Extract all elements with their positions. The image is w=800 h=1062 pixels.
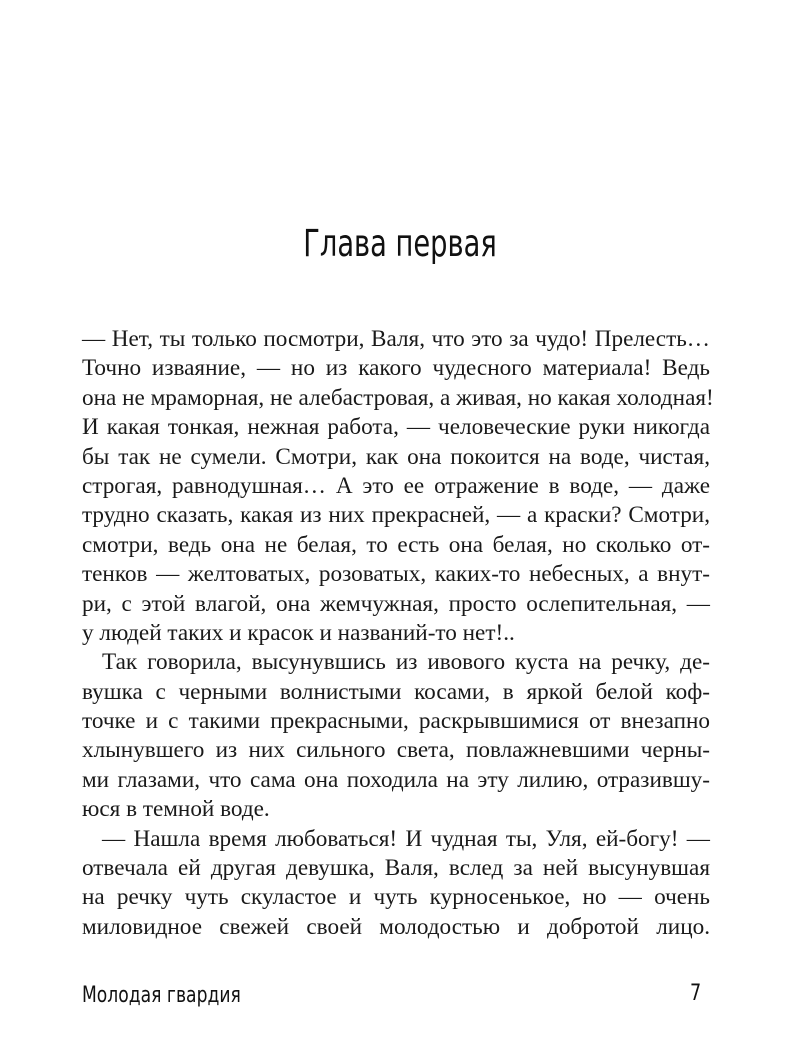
text-line: ри, с этой влагой, она жемчужная, просто ослепительная, — — [82, 590, 710, 617]
text-line: на речку чуть скуластое и чуть курносенькое, но — очень — [82, 884, 710, 911]
text-line: бы так не сумели. Смотри, как она покоится на воде, чистая, — [82, 443, 710, 470]
text-line: тенков — желтоватых, розоватых, каких-то небесных, а внут- — [82, 561, 710, 588]
text-line: — Нашла время любоваться! И чудная ты, Уля, ей-богу! — — [102, 825, 710, 852]
text-line: строгая, равнодушная… А это ее отражение в воде, — даже — [82, 472, 710, 499]
text-line: ми глазами, что сама она походила на эту лилию, отразившу- — [82, 766, 710, 793]
text-line: у людей таких и красок и названий-то нет!.. — [82, 619, 515, 646]
text-line: — Нет, ты только посмотри, Валя, что это за чудо! Прелесть… — [82, 326, 710, 352]
text-line: точке и с такими прекрасными, раскрывшимися от внезапно — [82, 708, 710, 735]
body-text — [82, 325, 714, 942]
text-line: юся в темной воде. — [82, 796, 270, 823]
text-line: И какая тонкая, нежная работа, — человеческие руки никогда — [82, 414, 710, 441]
text-line: трудно сказать, какая из них прекрасней, — а краски? Смотри, — [82, 502, 710, 529]
text-line: отвечала ей другая девушка, Валя, вслед за ней высунувшая — [82, 855, 710, 882]
text-line: Так говорила, высунувшись из ивового куста на речку, де- — [102, 649, 710, 676]
page-number: 7 — [690, 981, 702, 1006]
text-line: хлынувшего из них сильного света, повлажневшими черны- — [82, 737, 710, 764]
text-line: она не мраморная, не алебастровая, а живая, но какая холодная! — [82, 384, 714, 411]
chapter-title: Глава первая — [303, 222, 497, 265]
text-line: вушка с черными волнистыми косами, в яркой белой коф- — [82, 678, 710, 705]
text-line: смотри, ведь она не белая, то есть она белая, но сколько от- — [82, 531, 710, 558]
running-title: Молодая гвардия — [82, 983, 241, 1008]
text-line: Точно изваяние, — но из какого чудесного материала! Ведь — [82, 355, 710, 382]
text-line: миловидное свежей своей молодостью и добротой лицо. — [82, 913, 710, 940]
